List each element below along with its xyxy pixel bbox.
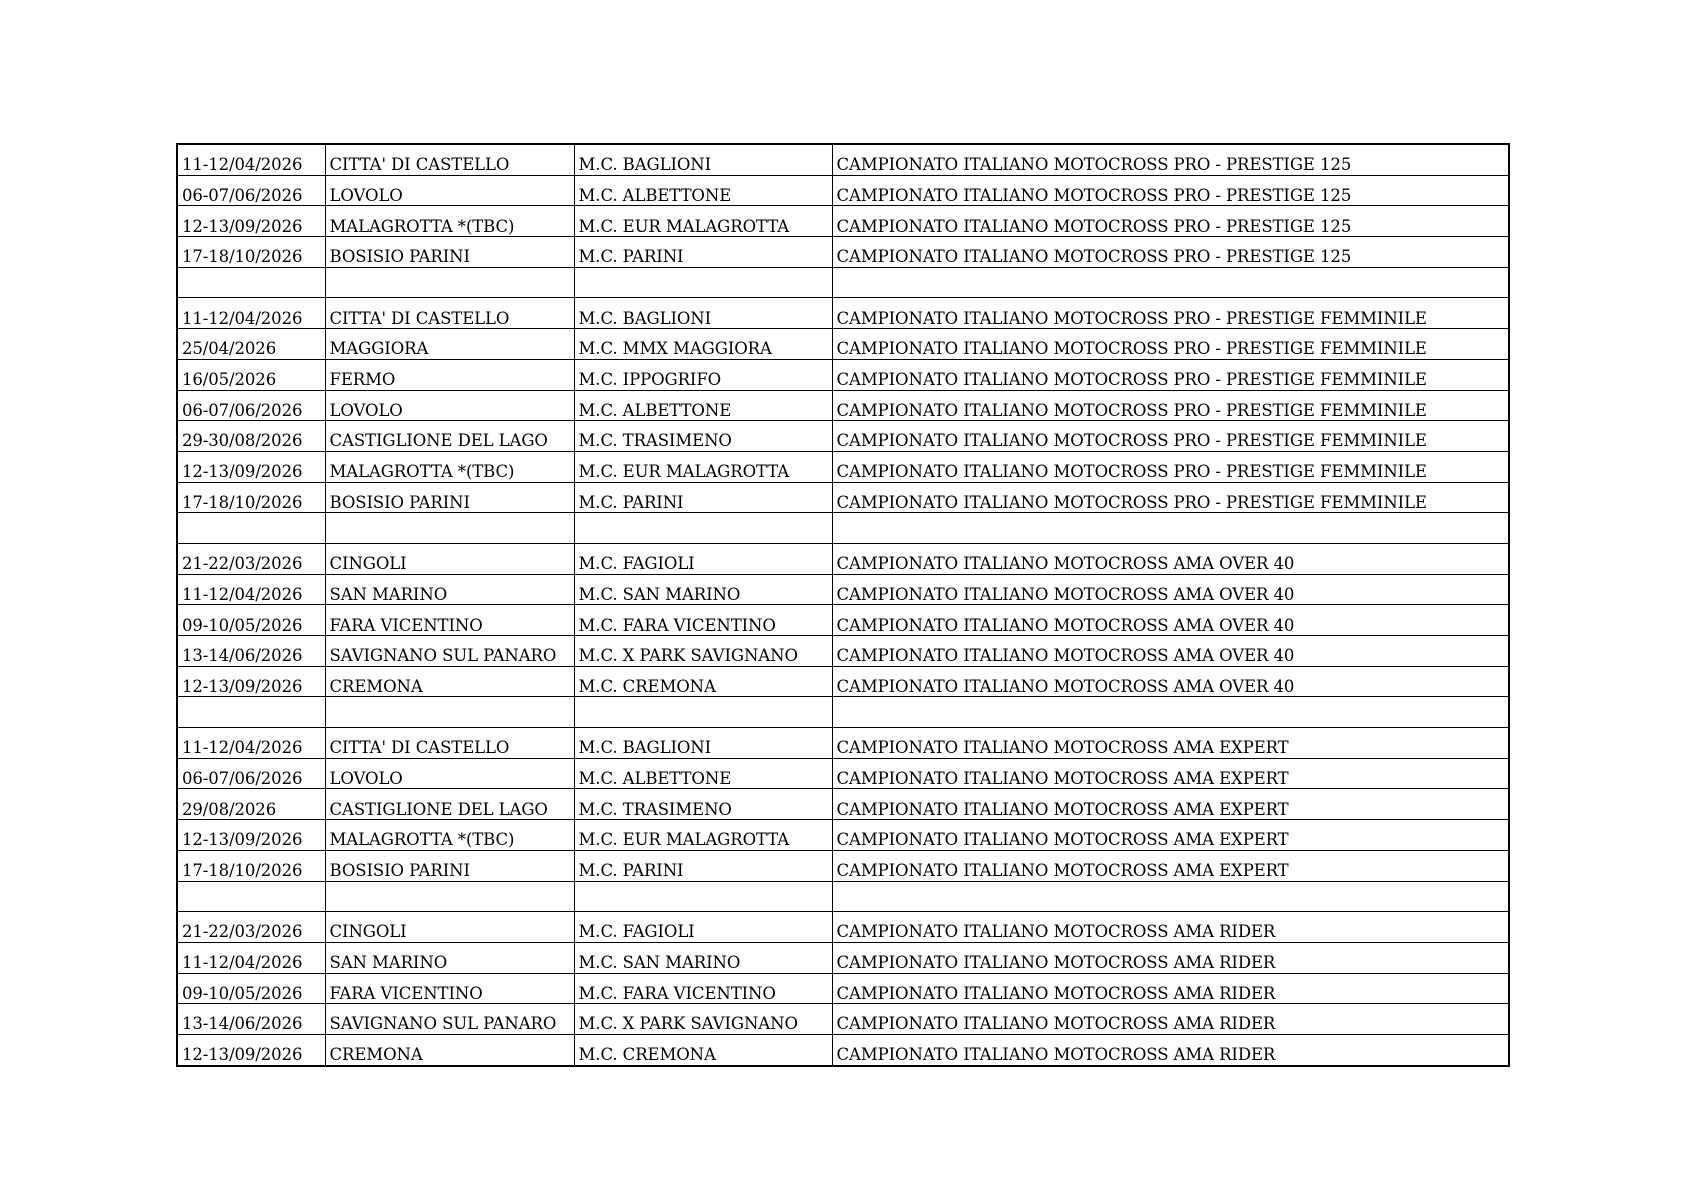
place-cell: CASTIGLIONE DEL LAGO [325,789,574,820]
event-cell: CAMPIONATO ITALIANO MOTOCROSS AMA OVER 40 [832,605,1509,636]
event-cell: CAMPIONATO ITALIANO MOTOCROSS AMA RIDER [832,912,1509,943]
date-cell [177,513,325,544]
event-cell: CAMPIONATO ITALIANO MOTOCROSS AMA OVER 40 [832,543,1509,574]
date-cell: 06-07/06/2026 [177,390,325,421]
place-cell: LOVOLO [325,175,574,206]
place-cell: FERMO [325,359,574,390]
club-cell: M.C. MMX MAGGIORA [574,329,832,360]
event-cell: CAMPIONATO ITALIANO MOTOCROSS AMA OVER 40 [832,666,1509,697]
place-cell: BOSISIO PARINI [325,237,574,268]
place-cell: SAN MARINO [325,942,574,973]
date-cell: 11-12/04/2026 [177,942,325,973]
table-row [177,482,1509,513]
place-cell: LOVOLO [325,758,574,789]
date-cell: 29-30/08/2026 [177,421,325,452]
date-cell: 12-13/09/2026 [177,1034,325,1065]
table-row [177,298,1509,329]
place-cell: MALAGROTTA *(TBC) [325,206,574,237]
event-cell: CAMPIONATO ITALIANO MOTOCROSS PRO - PRESTIGE FEMMINILE [832,451,1509,482]
club-cell: M.C. FARA VICENTINO [574,605,832,636]
date-cell: 09-10/05/2026 [177,605,325,636]
event-cell: CAMPIONATO ITALIANO MOTOCROSS AMA EXPERT [832,758,1509,789]
event-cell: CAMPIONATO ITALIANO MOTOCROSS AMA EXPERT [832,728,1509,759]
place-cell: CREMONA [325,1034,574,1065]
place-cell: CREMONA [325,666,574,697]
table-row [177,942,1509,973]
place-cell [325,513,574,544]
club-cell: M.C. FAGIOLI [574,912,832,943]
club-cell: M.C. TRASIMENO [574,789,832,820]
club-cell: M.C. FAGIOLI [574,543,832,574]
date-cell: 17-18/10/2026 [177,482,325,513]
place-cell: MALAGROTTA *(TBC) [325,820,574,851]
date-cell [177,267,325,298]
place-cell [325,267,574,298]
date-cell: 09-10/05/2026 [177,973,325,1004]
club-cell: M.C. FARA VICENTINO [574,973,832,1004]
place-cell: SAVIGNANO SUL PANARO [325,1004,574,1035]
event-cell: CAMPIONATO ITALIANO MOTOCROSS AMA RIDER [832,942,1509,973]
separator-row [177,267,1509,298]
table-row [177,666,1509,697]
club-cell: M.C. X PARK SAVIGNANO [574,1004,832,1035]
separator-row [177,881,1509,912]
date-cell: 11-12/04/2026 [177,728,325,759]
club-cell: M.C. SAN MARINO [574,574,832,605]
club-cell: M.C. ALBETTONE [574,390,832,421]
date-cell [177,697,325,728]
place-cell: FARA VICENTINO [325,973,574,1004]
club-cell: M.C. BAGLIONI [574,728,832,759]
table-row [177,359,1509,390]
calendar-sheet [176,143,1508,1067]
table-row [177,206,1509,237]
place-cell: CITTA' DI CASTELLO [325,298,574,329]
club-cell: M.C. CREMONA [574,666,832,697]
date-cell: 21-22/03/2026 [177,912,325,943]
table-row [177,820,1509,851]
event-cell: CAMPIONATO ITALIANO MOTOCROSS PRO - PRESTIGE FEMMINILE [832,359,1509,390]
table-row [177,329,1509,360]
date-cell [177,881,325,912]
event-cell: CAMPIONATO ITALIANO MOTOCROSS PRO - PRESTIGE 125 [832,237,1509,268]
table-row [177,543,1509,574]
table-row [177,912,1509,943]
date-cell: 12-13/09/2026 [177,820,325,851]
separator-row [177,697,1509,728]
table-row [177,1004,1509,1035]
date-cell: 12-13/09/2026 [177,206,325,237]
place-cell: SAN MARINO [325,574,574,605]
date-cell: 17-18/10/2026 [177,850,325,881]
date-cell: 11-12/04/2026 [177,298,325,329]
club-cell: M.C. ALBETTONE [574,758,832,789]
place-cell: CASTIGLIONE DEL LAGO [325,421,574,452]
place-cell [325,697,574,728]
event-cell: CAMPIONATO ITALIANO MOTOCROSS PRO - PRESTIGE 125 [832,206,1509,237]
table-row [177,605,1509,636]
table-row [177,574,1509,605]
club-cell: M.C. CREMONA [574,1034,832,1065]
place-cell: LOVOLO [325,390,574,421]
date-cell: 11-12/04/2026 [177,144,325,175]
event-cell: CAMPIONATO ITALIANO MOTOCROSS PRO - PRESTIGE FEMMINILE [832,390,1509,421]
event-cell [832,881,1509,912]
date-cell: 13-14/06/2026 [177,636,325,667]
club-cell: M.C. PARINI [574,482,832,513]
event-cell: CAMPIONATO ITALIANO MOTOCROSS PRO - PRESTIGE FEMMINILE [832,421,1509,452]
place-cell: MAGGIORA [325,329,574,360]
club-cell [574,267,832,298]
date-cell: 17-18/10/2026 [177,237,325,268]
table-row [177,144,1509,175]
event-cell: CAMPIONATO ITALIANO MOTOCROSS AMA RIDER [832,1004,1509,1035]
date-cell: 16/05/2026 [177,359,325,390]
table-row [177,789,1509,820]
date-cell: 29/08/2026 [177,789,325,820]
date-cell: 06-07/06/2026 [177,758,325,789]
place-cell: CITTA' DI CASTELLO [325,144,574,175]
event-cell: CAMPIONATO ITALIANO MOTOCROSS PRO - PRESTIGE FEMMINILE [832,329,1509,360]
date-cell: 25/04/2026 [177,329,325,360]
table-row [177,390,1509,421]
event-cell [832,513,1509,544]
place-cell: CINGOLI [325,912,574,943]
club-cell [574,697,832,728]
date-cell: 21-22/03/2026 [177,543,325,574]
place-cell: CINGOLI [325,543,574,574]
place-cell: MALAGROTTA *(TBC) [325,451,574,482]
club-cell: M.C. PARINI [574,237,832,268]
club-cell: M.C. BAGLIONI [574,144,832,175]
place-cell [325,881,574,912]
place-cell: FARA VICENTINO [325,605,574,636]
place-cell: BOSISIO PARINI [325,850,574,881]
race-calendar-table [176,143,1510,1067]
place-cell: BOSISIO PARINI [325,482,574,513]
date-cell: 11-12/04/2026 [177,574,325,605]
event-cell: CAMPIONATO ITALIANO MOTOCROSS AMA EXPERT [832,820,1509,851]
table-row [177,636,1509,667]
club-cell [574,513,832,544]
table-row [177,237,1509,268]
event-cell: CAMPIONATO ITALIANO MOTOCROSS PRO - PRESTIGE FEMMINILE [832,298,1509,329]
club-cell: M.C. ALBETTONE [574,175,832,206]
race-calendar-body [177,144,1509,1066]
event-cell: CAMPIONATO ITALIANO MOTOCROSS AMA EXPERT [832,789,1509,820]
date-cell: 13-14/06/2026 [177,1004,325,1035]
club-cell: M.C. BAGLIONI [574,298,832,329]
table-row [177,1034,1509,1065]
event-cell: CAMPIONATO ITALIANO MOTOCROSS PRO - PRESTIGE 125 [832,175,1509,206]
date-cell: 12-13/09/2026 [177,666,325,697]
event-cell [832,697,1509,728]
club-cell [574,881,832,912]
event-cell: CAMPIONATO ITALIANO MOTOCROSS AMA RIDER [832,1034,1509,1065]
event-cell: CAMPIONATO ITALIANO MOTOCROSS PRO - PRESTIGE 125 [832,144,1509,175]
club-cell: M.C. EUR MALAGROTTA [574,820,832,851]
club-cell: M.C. SAN MARINO [574,942,832,973]
table-row [177,175,1509,206]
table-row [177,421,1509,452]
place-cell: SAVIGNANO SUL PANARO [325,636,574,667]
event-cell: CAMPIONATO ITALIANO MOTOCROSS PRO - PRESTIGE FEMMINILE [832,482,1509,513]
table-row [177,728,1509,759]
date-cell: 06-07/06/2026 [177,175,325,206]
separator-row [177,513,1509,544]
table-row [177,451,1509,482]
event-cell: CAMPIONATO ITALIANO MOTOCROSS AMA OVER 40 [832,574,1509,605]
table-row [177,758,1509,789]
club-cell: M.C. PARINI [574,850,832,881]
place-cell: CITTA' DI CASTELLO [325,728,574,759]
club-cell: M.C. EUR MALAGROTTA [574,206,832,237]
club-cell: M.C. X PARK SAVIGNANO [574,636,832,667]
date-cell: 12-13/09/2026 [177,451,325,482]
club-cell: M.C. TRASIMENO [574,421,832,452]
table-row [177,973,1509,1004]
club-cell: M.C. IPPOGRIFO [574,359,832,390]
event-cell [832,267,1509,298]
table-row [177,850,1509,881]
event-cell: CAMPIONATO ITALIANO MOTOCROSS AMA EXPERT [832,850,1509,881]
club-cell: M.C. EUR MALAGROTTA [574,451,832,482]
event-cell: CAMPIONATO ITALIANO MOTOCROSS AMA RIDER [832,973,1509,1004]
event-cell: CAMPIONATO ITALIANO MOTOCROSS AMA OVER 40 [832,636,1509,667]
